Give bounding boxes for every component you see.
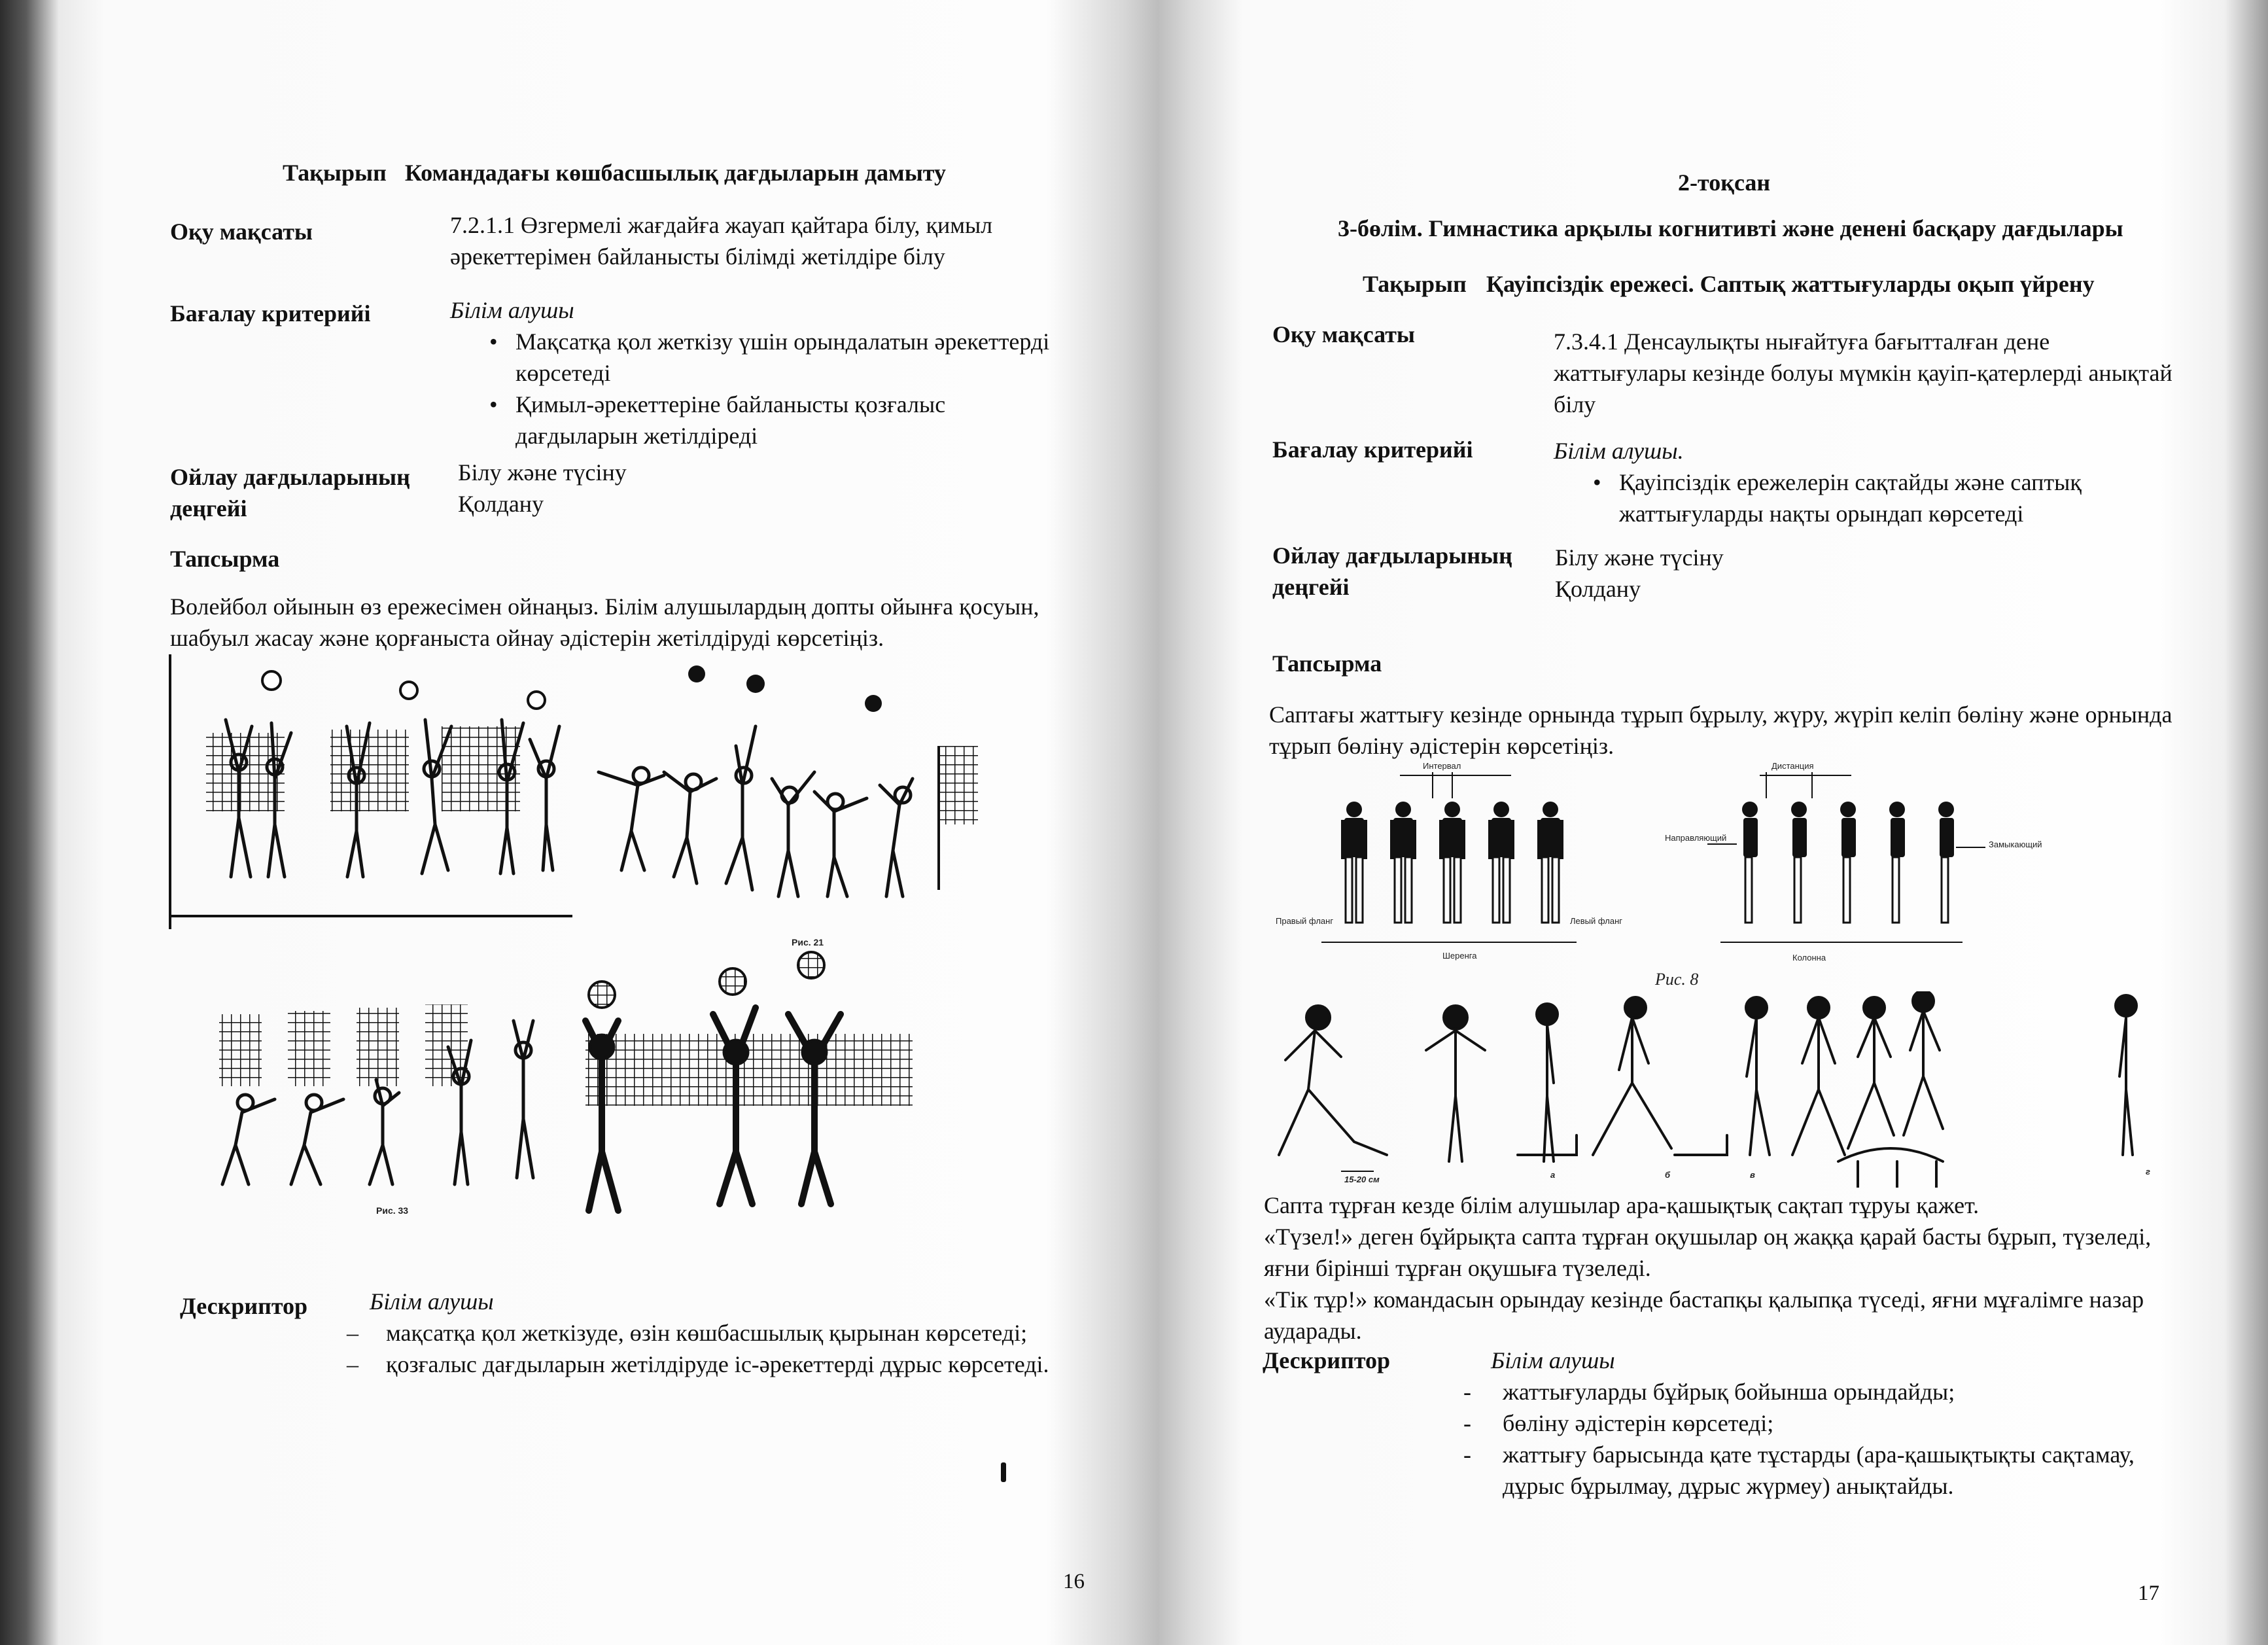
- label-sub-b: б: [1665, 1170, 1671, 1180]
- left-criteria-item: • Мақсатқа қол жеткізу үшін орындалатын әрекеттерді көрсетеді: [476, 326, 1104, 389]
- left-goal-text: 7.2.1.1 Өзгермелі жағдайға жауап қайтара білу, қимыл әрекеттерімен байланысты білімді жетілдіре білу: [450, 212, 993, 270]
- net-icon: [288, 1011, 330, 1086]
- label-line: Шеренга: [1442, 951, 1477, 961]
- ball-icon: [865, 695, 882, 712]
- label-right-flank: Правый фланг: [1276, 916, 1334, 926]
- label-step-size: 15-20 см: [1344, 1175, 1380, 1184]
- volleyball-figure-33: [167, 949, 952, 1224]
- right-criteria-intro: Білім алушы.: [1554, 438, 1684, 464]
- left-thinking-label: Ойлау дағдыларының деңгейі: [170, 464, 410, 522]
- net-icon: [425, 1004, 468, 1086]
- right-thinking-label: Ойлау дағдыларының деңгейі: [1272, 542, 1512, 600]
- right-goal-text: 7.3.4.1 Денсаулықты нығайтуға бағытталған дене жаттығулары кезінде болуы мүмкін қауіп-қатерлерді анықтай білу: [1554, 328, 2172, 417]
- label-closer: Замыкающий: [1989, 840, 2042, 849]
- label-sub-g: г: [2146, 1167, 2150, 1176]
- ball-icon: [589, 982, 615, 1008]
- right-criteria-label: Бағалау критерийі: [1272, 436, 1473, 463]
- ball-icon: [262, 671, 281, 690]
- soldier-figures: [1341, 802, 1954, 923]
- left-thinking-values: Білу және түсіну Қолдану: [458, 459, 627, 517]
- net-icon: [357, 1008, 399, 1086]
- label-distance: Дистанция: [1771, 761, 1814, 771]
- right-descriptor-item: - жаттығу барысында қате тұстарды (ара-қашықтықты сақтамау, дұрыс бұрылмау, дұрыс жүрмеу) анықтайды.: [1463, 1439, 2196, 1502]
- ball-icon: [688, 665, 705, 682]
- ball-icon: [528, 692, 545, 709]
- label-left-flank: Левый фланг: [1570, 916, 1623, 926]
- right-criteria-block: [1554, 435, 2208, 529]
- right-goal-label: Оқу мақсаты: [1272, 321, 1416, 347]
- right-criteria-item: • Қауіпсіздік ережелерін сақтайды және саптық жаттығуларды нақты орындап көрсетеді: [1580, 467, 2208, 529]
- label-sub-a: а: [1550, 1170, 1556, 1180]
- left-topic-title: Командадағы көшбасшылық дағдыларын дамыту: [404, 160, 947, 186]
- right-page-number: 17: [2138, 1582, 2159, 1605]
- left-descriptor-item: – қозғалыс дағдыларын жетілдіруде іс-әрекеттерді дұрыс көрсетеді.: [347, 1349, 1099, 1380]
- right-descriptor-item: - бөліну әдістерін көрсетеді;: [1463, 1407, 2196, 1439]
- right-descriptor-block: [1463, 1345, 2196, 1502]
- player-figures: [226, 720, 913, 896]
- net-icon: [585, 1034, 913, 1106]
- net-icon: [939, 746, 978, 824]
- marching-figure: [1269, 991, 2224, 1188]
- ink-mark: [1001, 1462, 1006, 1482]
- formation-figure-8: [1276, 752, 2191, 1001]
- net-icon: [219, 1014, 262, 1086]
- label-sub-v: в: [1750, 1170, 1755, 1180]
- right-topic-title: Қауіпсіздік ережесі. Саптық жаттығуларды оқып үйрену: [1486, 271, 2095, 297]
- left-criteria-block: [450, 294, 1104, 451]
- left-descriptor-label: Дескриптор: [180, 1293, 308, 1319]
- section-heading: 3-бөлім. Гимнастика арқылы когнитивті және денені басқару дағдылары: [1338, 215, 2123, 241]
- left-task-text: Волейбол ойынын өз ережесімен ойнаңыз. Білім алушылардың допты ойынға қосуын, шабуыл жасау және қорғаныста ойнау әдістерін жетілдіруді көрсетіңіз.: [170, 593, 1039, 651]
- fig-caption-8: Рис. 8: [1655, 970, 1699, 989]
- left-descriptor-item: – мақсатқа қол жеткізуде, өзін көшбасшылық қырынан көрсетеді;: [347, 1317, 1099, 1349]
- marching-soldiers: [1279, 991, 2137, 1188]
- left-criteria-item: • Қимыл-әрекеттеріне байланысты қозғалыс дағдыларын жетілдіреді: [476, 389, 1104, 451]
- ball-icon: [400, 682, 417, 699]
- fig-caption-33: Рис. 33: [376, 1205, 409, 1216]
- left-descriptor-block: [347, 1286, 1099, 1380]
- left-page-number: 16: [1063, 1570, 1085, 1593]
- left-topic-line: [283, 157, 946, 188]
- right-descriptor-item: - жаттығуларды бұйрық бойынша орындайды;: [1463, 1376, 2196, 1407]
- left-topic-label: Тақырып: [283, 160, 387, 186]
- volleyball-figure-21: [167, 654, 1017, 962]
- right-thinking-values: Білу және түсіну Қолдану: [1555, 544, 1724, 602]
- right-topic-label: Тақырып: [1363, 271, 1467, 297]
- left-criteria-intro: Білім алушы: [450, 297, 574, 323]
- right-task-label: Тапсырма: [1272, 650, 1382, 677]
- right-page: [1178, 0, 2250, 1645]
- left-criteria-label: Бағалау критерийі: [170, 300, 371, 327]
- left-goal-label: Оқу мақсаты: [170, 219, 313, 245]
- ball-icon: [746, 675, 765, 693]
- left-page: [39, 0, 1125, 1645]
- ball-icon: [720, 968, 746, 995]
- net-icon: [330, 730, 409, 811]
- ball-icon: [798, 952, 824, 978]
- right-topic-line: [1363, 268, 2095, 300]
- left-descriptor-intro: Білім алушы: [370, 1288, 494, 1315]
- right-body-text: Сапта тұрған кезде білім алушылар ара-қашықтық сақтап тұруы қажет. «Түзел!» деген бұйрықта сапта тұрған оқушылар оң жаққа қарай басты бұрып, түзеледі, яғни бірінші тұрған оқушыға түзеледі. «Тік тұр!» командасын орындау кезінде бастапқы қалыпқа түседі, яғни мұғалімге назар аударады.: [1264, 1192, 2152, 1344]
- label-interval: Интервал: [1423, 761, 1461, 771]
- left-task-label: Тапсырма: [170, 546, 280, 572]
- right-descriptor-label: Дескриптор: [1263, 1347, 1391, 1373]
- label-column: Колонна: [1792, 953, 1826, 963]
- right-descriptor-intro: Білім алушы: [1491, 1347, 1615, 1373]
- quarter-heading: 2-тоқсан: [1678, 169, 1771, 196]
- fig-caption-21: Рис. 21: [792, 937, 824, 947]
- label-leader: Направляющий: [1665, 833, 1727, 843]
- right-task-text: Саптағы жаттығу кезінде орнында тұрып бұрылу, жүру, жүріп келіп бөліну және орнында тұрып бөліну әдістерін көрсетіңіз.: [1269, 701, 2172, 759]
